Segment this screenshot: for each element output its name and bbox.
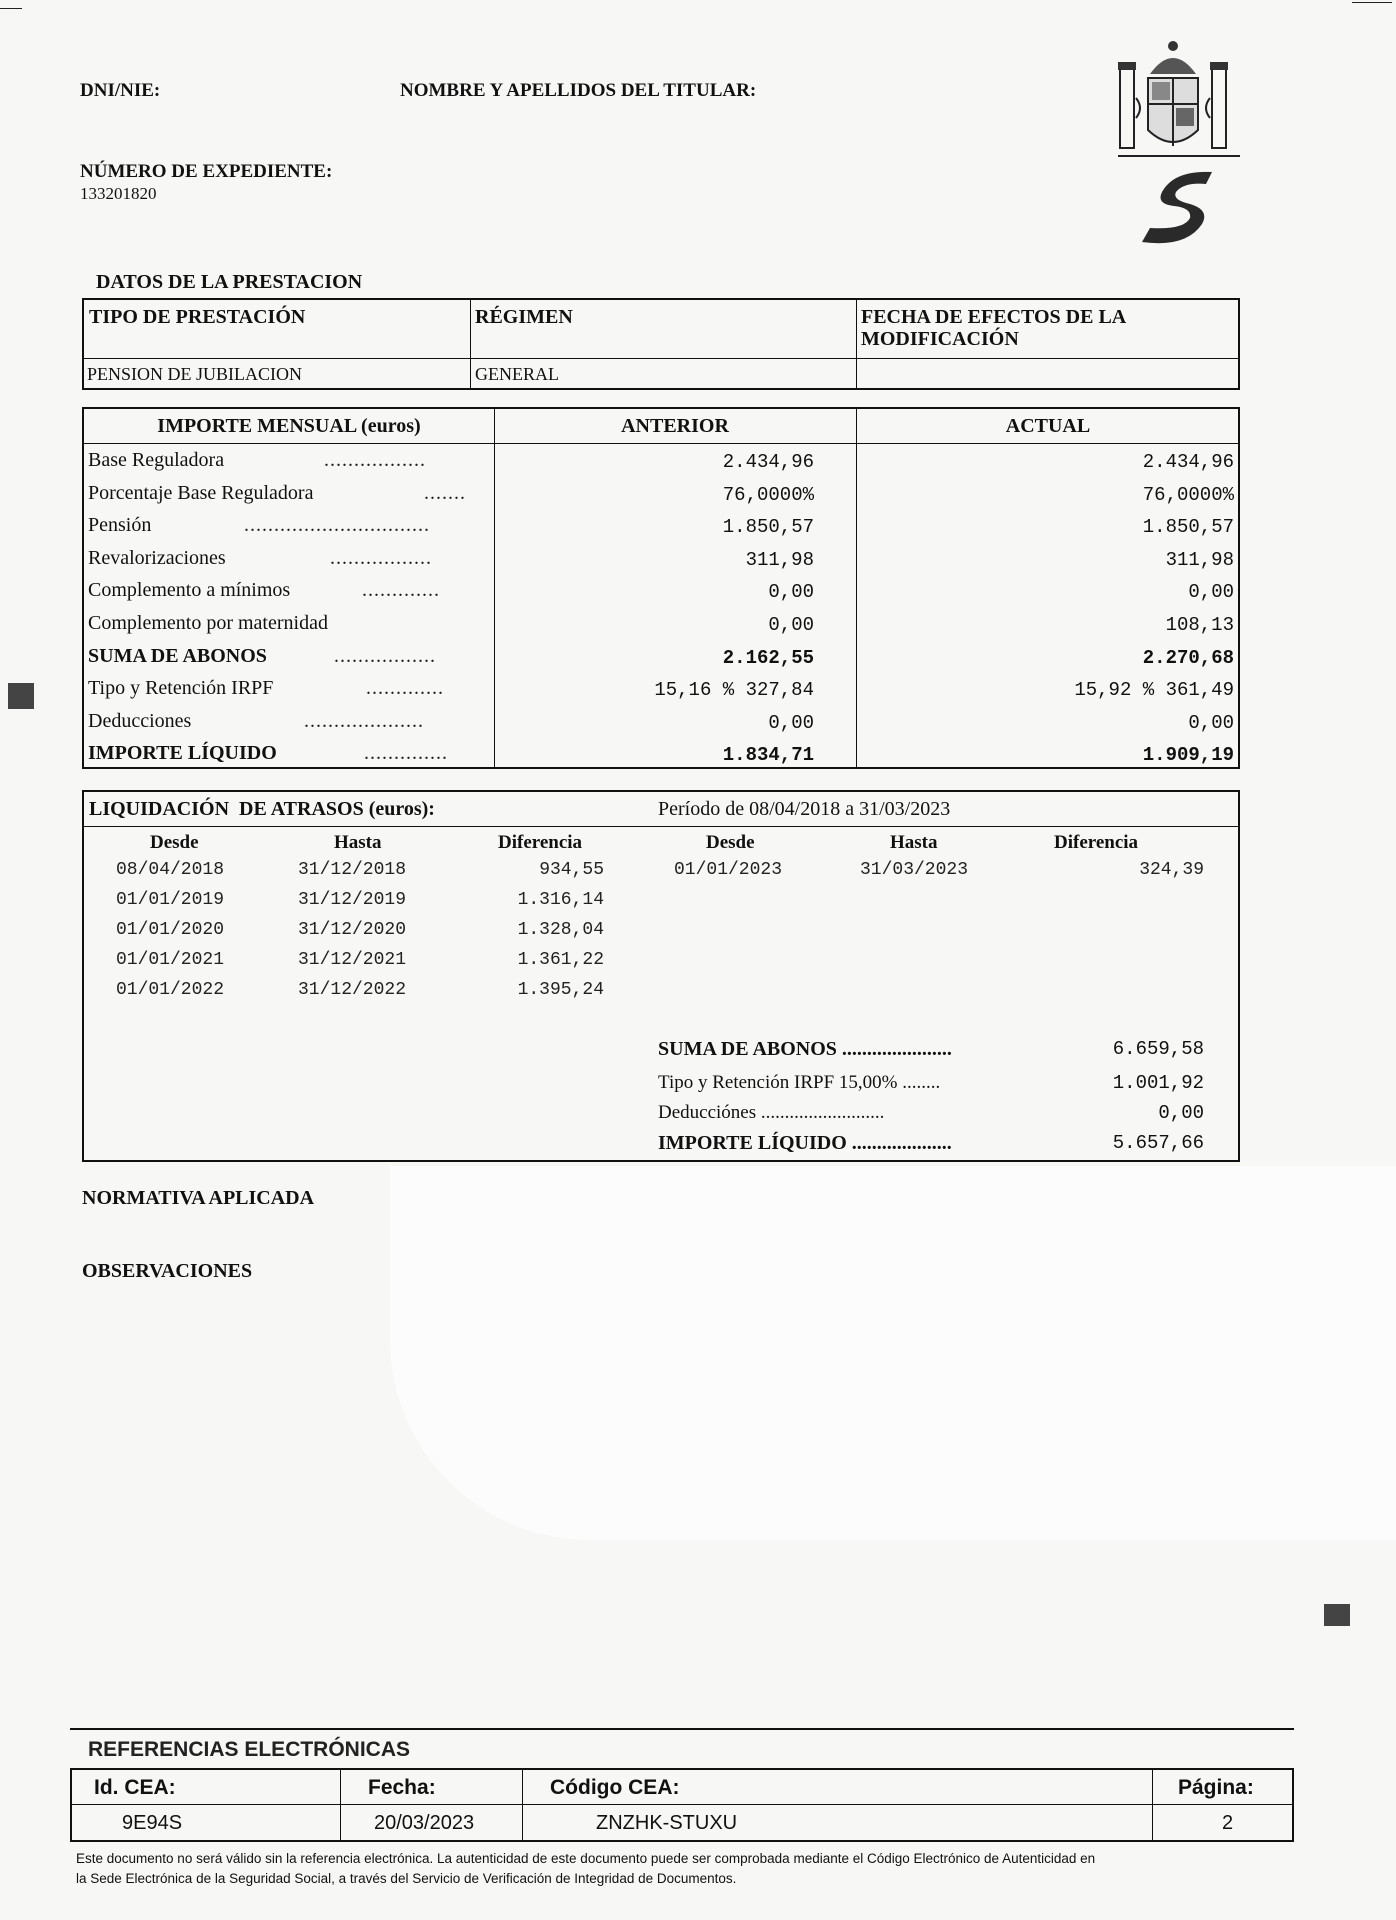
total-irpf-label: Tipo y Retención IRPF 15,00% ........ bbox=[658, 1072, 941, 1093]
column-divider bbox=[1152, 1770, 1153, 1840]
scan-tab-right bbox=[1324, 1604, 1350, 1626]
importe-row bbox=[84, 445, 1238, 477]
dot-leader: ................. bbox=[330, 546, 432, 569]
dot-leader: ............. bbox=[362, 579, 440, 602]
desde-cell: 08/04/2018 bbox=[116, 860, 225, 880]
id-cea-header: Id. CEA: bbox=[94, 1776, 176, 1799]
seguridad-social-logo bbox=[1134, 166, 1220, 252]
desde-header: Desde bbox=[150, 832, 199, 853]
scan-mark-top-right bbox=[1352, 2, 1392, 3]
anterior-value: 1.850,57 bbox=[722, 516, 814, 539]
anterior-header: ANTERIOR bbox=[621, 415, 729, 437]
hasta-cell: 31/12/2022 bbox=[298, 980, 407, 1000]
anterior-value: 76,0000% bbox=[722, 483, 814, 506]
percent-sign: % bbox=[1131, 679, 1166, 702]
importe-row bbox=[84, 673, 1238, 705]
column-divider bbox=[340, 1770, 341, 1840]
tipo-prestacion-header: TIPO DE PRESTACIÓN bbox=[89, 306, 306, 328]
row-divider bbox=[84, 826, 1238, 827]
column-divider bbox=[522, 1770, 523, 1840]
codigo-cea-header: Código CEA: bbox=[550, 1776, 680, 1799]
diferencia-cell: 1.395,24 bbox=[517, 980, 604, 1000]
id-cea-value: 9E94S bbox=[122, 1812, 183, 1834]
dot-leader: ............................... bbox=[244, 514, 430, 537]
hasta-cell: 31/12/2018 bbox=[298, 860, 407, 880]
expediente-value: 133201820 bbox=[80, 184, 157, 203]
importe-row bbox=[84, 478, 1238, 510]
fecha-efectos-header: FECHA DE EFECTOS DE LA MODIFICACIÓN bbox=[861, 306, 1126, 350]
importe-row bbox=[84, 641, 1238, 673]
observaciones-heading: OBSERVACIONES bbox=[82, 1260, 253, 1282]
dot-leader: .............. bbox=[364, 742, 448, 765]
desde-cell: 01/01/2021 bbox=[116, 950, 225, 970]
actual-value: 1.909,19 bbox=[1142, 744, 1234, 767]
row-divider bbox=[84, 358, 1238, 359]
importe-row-label: Complemento por maternidad bbox=[88, 612, 328, 634]
expediente-label: NÚMERO DE EXPEDIENTE: bbox=[80, 161, 333, 182]
fecha-value: 20/03/2023 bbox=[374, 1812, 475, 1834]
anterior-value: 311,98 bbox=[745, 548, 814, 571]
importe-row bbox=[84, 738, 1238, 770]
regimen-header: RÉGIMEN bbox=[475, 306, 573, 328]
anterior-value: 2.434,96 bbox=[722, 451, 814, 473]
importe-row bbox=[84, 608, 1238, 640]
actual-value bbox=[1074, 679, 1234, 701]
dot-leader: .................... bbox=[304, 709, 424, 732]
coat-of-arms-logo bbox=[1118, 38, 1228, 160]
actual-amount: 361,49 bbox=[1165, 679, 1234, 702]
dot-leader: ............. bbox=[366, 677, 444, 700]
importe-row bbox=[84, 706, 1238, 738]
logo-divider bbox=[1118, 155, 1240, 157]
total-irpf-value: 1.001,92 bbox=[1112, 1072, 1204, 1094]
dot-leader: ................. bbox=[334, 644, 436, 667]
actual-value: 2.270,68 bbox=[1142, 646, 1234, 669]
tipo-prestacion-value: PENSION DE JUBILACION bbox=[87, 364, 302, 384]
row-divider bbox=[84, 443, 1238, 444]
importe-row-label: Porcentaje Base Reguladora bbox=[88, 481, 314, 504]
total-liquido-label: IMPORTE LÍQUIDO .................... bbox=[658, 1132, 952, 1154]
hasta-header-2: Hasta bbox=[890, 832, 938, 853]
pagina-header: Página: bbox=[1178, 1776, 1254, 1799]
diferencia-cell: 1.316,14 bbox=[517, 890, 604, 910]
footer-note-line-1: Este documento no será válido sin la referencia electrónica. La autenticidad de este documento puede ser comprobada mediante el Código Electrónico de Autenticidad en bbox=[76, 1851, 1096, 1866]
desde-header-2: Desde bbox=[706, 832, 755, 853]
importe-row-label: Tipo y Retención IRPF bbox=[88, 677, 274, 700]
importe-row bbox=[84, 510, 1238, 542]
fecha-header: Fecha: bbox=[368, 1776, 436, 1799]
importe-row bbox=[84, 575, 1238, 607]
footer-note-line-2: la Sede Electrónica de la Seguridad Social, a través del Servicio de Verificación de Integridad de Documentos. bbox=[76, 1871, 737, 1886]
torn-paper-edge bbox=[390, 1166, 1396, 1540]
diferencia-header-2: Diferencia bbox=[1054, 832, 1139, 853]
liquidacion-table bbox=[82, 790, 1240, 1162]
actual-value: 0,00 bbox=[1188, 711, 1234, 734]
normativa-heading: NORMATIVA APLICADA bbox=[82, 1187, 315, 1209]
diferencia-cell: 1.361,22 bbox=[517, 950, 604, 970]
anterior-pct: 15,16 bbox=[654, 679, 712, 702]
datos-prestacion-title: DATOS DE LA PRESTACION bbox=[96, 271, 363, 293]
row-divider bbox=[72, 1804, 1292, 1805]
actual-value: 76,0000% bbox=[1142, 483, 1234, 506]
anterior-value: 1.834,71 bbox=[722, 744, 814, 767]
nombre-label: NOMBRE Y APELLIDOS DEL TITULAR: bbox=[400, 80, 757, 101]
importe-row-label: Deducciones bbox=[88, 709, 192, 732]
actual-value: 108,13 bbox=[1165, 614, 1234, 636]
desde-cell: 01/01/2020 bbox=[116, 920, 225, 940]
diferencia-header: Diferencia bbox=[498, 832, 583, 853]
hasta-header: Hasta bbox=[334, 832, 382, 853]
anterior-value bbox=[654, 679, 814, 701]
hasta-cell: 31/03/2023 bbox=[860, 860, 969, 880]
diferencia-cell: 1.328,04 bbox=[517, 920, 604, 940]
importe-row-label: Base Reguladora bbox=[88, 449, 225, 471]
importe-row-label: Complemento a mínimos bbox=[88, 579, 291, 602]
pagina-value: 2 bbox=[1222, 1812, 1234, 1834]
actual-value: 1.850,57 bbox=[1142, 516, 1234, 539]
desde-cell: 01/01/2023 bbox=[674, 860, 783, 880]
importe-row-label: IMPORTE LÍQUIDO bbox=[88, 742, 277, 765]
actual-value: 2.434,96 bbox=[1142, 451, 1234, 473]
desde-cell: 01/01/2019 bbox=[116, 890, 225, 910]
column-divider bbox=[470, 300, 471, 388]
total-liquido-value: 5.657,66 bbox=[1112, 1132, 1204, 1154]
percent-sign: % bbox=[711, 679, 746, 702]
dot-leader: ................. bbox=[324, 449, 426, 471]
actual-header: ACTUAL bbox=[1005, 415, 1091, 437]
referencias-electronicas bbox=[70, 1728, 1294, 1842]
datos-prestacion-table bbox=[82, 298, 1240, 390]
referencias-title: REFERENCIAS ELECTRÓNICAS bbox=[88, 1738, 411, 1761]
column-divider bbox=[856, 300, 857, 388]
scan-tab-left bbox=[8, 683, 34, 709]
codigo-cea-value: ZNZHK-STUXU bbox=[596, 1812, 738, 1834]
actual-pct: 15,92 bbox=[1074, 679, 1132, 702]
anterior-value: 0,00 bbox=[768, 711, 814, 734]
diferencia-cell: 934,55 bbox=[539, 860, 604, 880]
importe-row bbox=[84, 543, 1238, 575]
total-deducciones-value: 0,00 bbox=[1158, 1102, 1204, 1124]
actual-value: 311,98 bbox=[1165, 548, 1234, 571]
total-suma-label: SUMA DE ABONOS ...................... bbox=[658, 1038, 952, 1060]
anterior-amount: 327,84 bbox=[745, 679, 814, 702]
regimen-value: GENERAL bbox=[475, 364, 559, 384]
referencias-grid bbox=[70, 1768, 1294, 1842]
importe-row-label: SUMA DE ABONOS bbox=[88, 644, 267, 667]
anterior-value: 0,00 bbox=[768, 581, 814, 604]
hasta-cell: 31/12/2021 bbox=[298, 950, 407, 970]
importe-row-label: Revalorizaciones bbox=[88, 546, 226, 569]
dot-leader: ....... bbox=[424, 481, 466, 504]
dni-label: DNI/NIE: bbox=[80, 80, 161, 101]
importe-mensual-header: IMPORTE MENSUAL (euros) bbox=[157, 415, 421, 437]
anterior-value: 2.162,55 bbox=[722, 646, 814, 669]
liquidacion-title: LIQUIDACIÓN DE ATRASOS (euros): bbox=[89, 798, 435, 820]
liquidacion-periodo: Período de 08/04/2018 a 31/03/2023 bbox=[658, 798, 951, 820]
total-deducciones-label: Deducciónes .......................... bbox=[658, 1102, 885, 1123]
hasta-cell: 31/12/2019 bbox=[298, 890, 407, 910]
importe-row-label: Pensión bbox=[88, 514, 152, 537]
hasta-cell: 31/12/2020 bbox=[298, 920, 407, 940]
actual-value: 0,00 bbox=[1188, 581, 1234, 604]
anterior-value: 0,00 bbox=[768, 614, 814, 636]
total-suma-value: 6.659,58 bbox=[1112, 1038, 1204, 1060]
importe-mensual-table bbox=[82, 407, 1240, 769]
diferencia-cell: 324,39 bbox=[1139, 860, 1204, 880]
scan-mark-top-left bbox=[0, 8, 22, 9]
desde-cell: 01/01/2022 bbox=[116, 980, 225, 1000]
